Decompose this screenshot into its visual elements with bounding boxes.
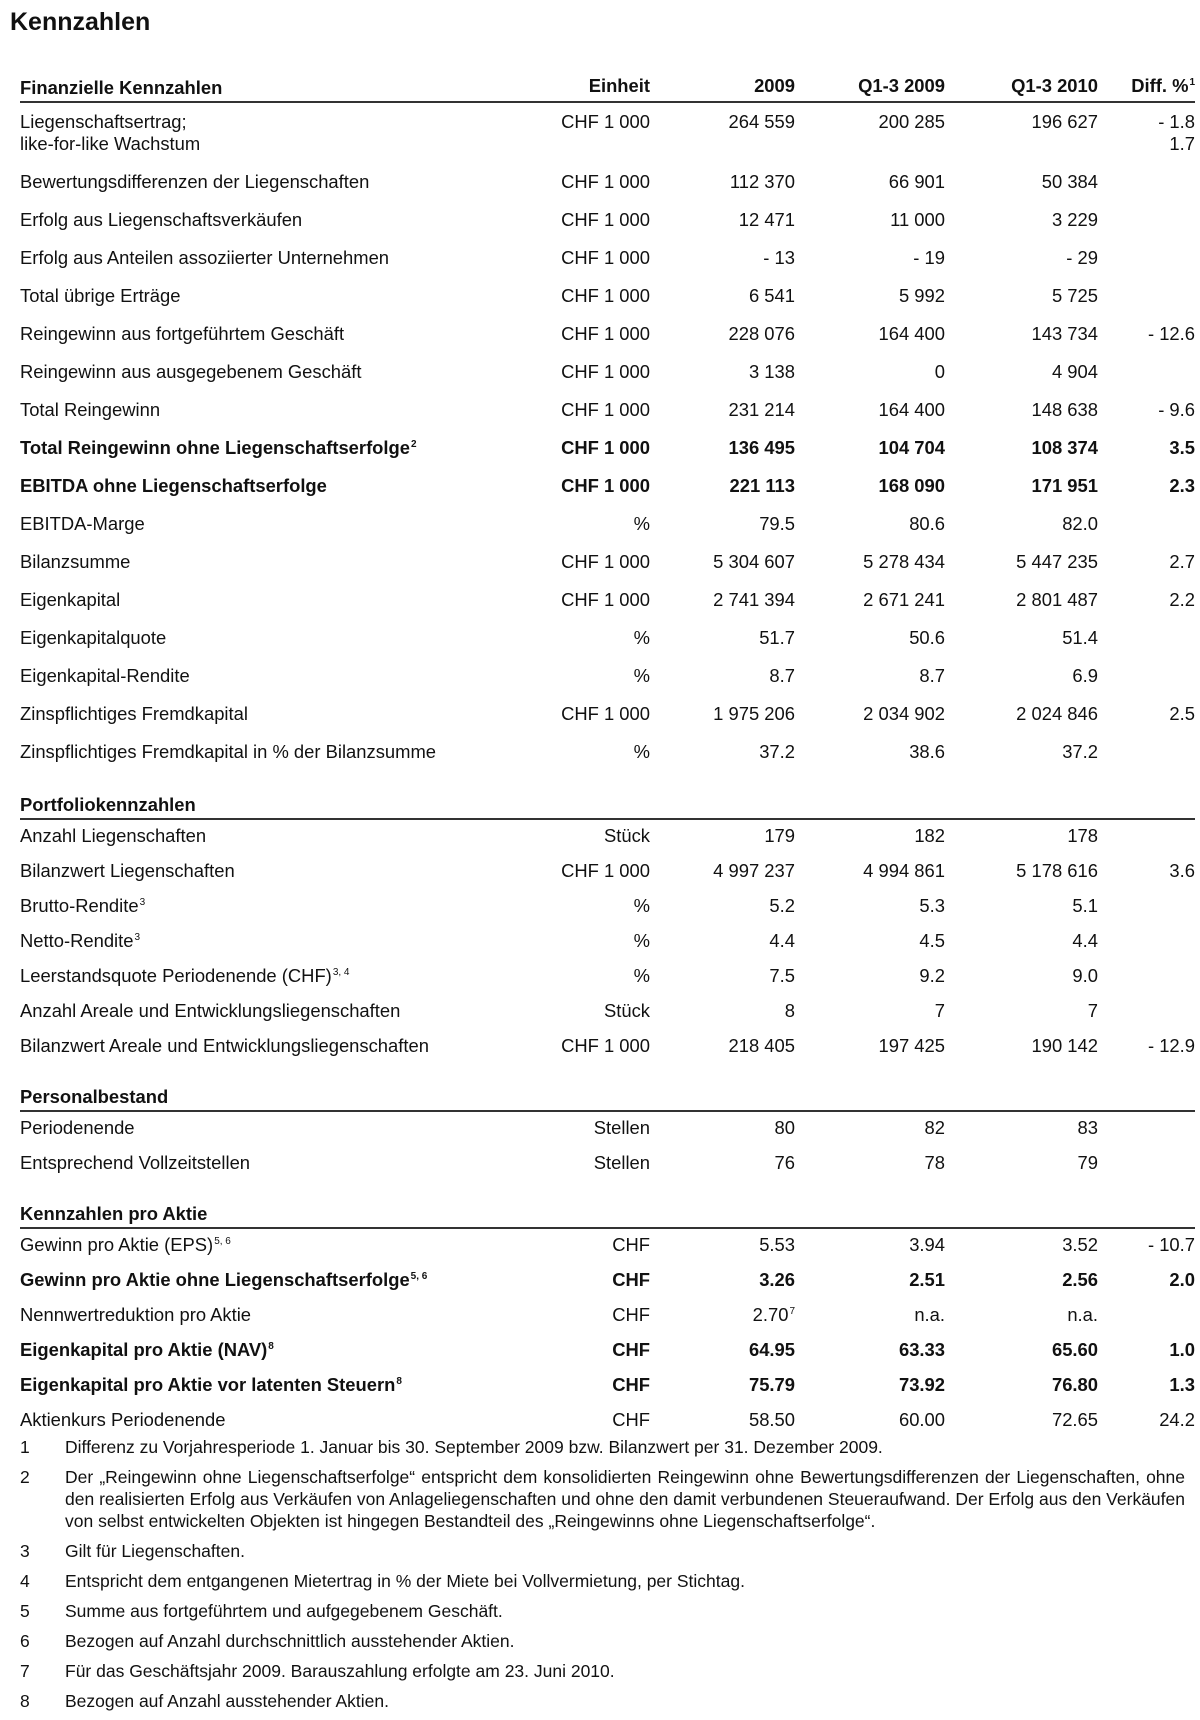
value-2009: 228 076 bbox=[728, 323, 795, 344]
value-q1-3-2010: 82.0 bbox=[1062, 513, 1098, 534]
table-row bbox=[20, 279, 1195, 317]
value-q1-3-2009: 7 bbox=[934, 1000, 945, 1021]
value-2009: 231 214 bbox=[728, 399, 795, 420]
footnote bbox=[20, 1600, 1185, 1622]
row-unit: Stück bbox=[604, 825, 650, 846]
column-header: Q1-3 2009 bbox=[795, 64, 945, 102]
column-header bbox=[1098, 1182, 1195, 1228]
value-q1-3-2010: 5 178 616 bbox=[1016, 860, 1098, 881]
value-diff: 2.5 bbox=[1169, 703, 1195, 724]
value-2009: 4.4 bbox=[769, 930, 795, 951]
row-label: Bewertungsdifferenzen der Liegenschaften bbox=[20, 171, 370, 192]
value-q1-3-2009: 3.94 bbox=[909, 1234, 945, 1255]
row-label: Bilanzwert Liegenschaften bbox=[20, 860, 235, 881]
value-2009: 3.26 bbox=[759, 1269, 795, 1290]
column-header bbox=[795, 1065, 945, 1111]
value-diff: 1.0 bbox=[1169, 1339, 1195, 1360]
row-label: Bilanzwert Areale und Entwicklungsliegenschaften bbox=[20, 1035, 429, 1056]
column-header: 2009 bbox=[650, 64, 795, 102]
value-2009: 4 997 237 bbox=[713, 860, 795, 881]
row-label: Eigenkapital pro Aktie (NAV)$^8$ bbox=[20, 1339, 274, 1360]
value-2009: 79.5 bbox=[759, 513, 795, 534]
value-diff bbox=[1098, 1147, 1195, 1182]
value-q1-3-2009: 78 bbox=[924, 1152, 945, 1173]
value-q1-3-2010: 7 bbox=[1087, 1000, 1098, 1021]
value-diff: 3.6 bbox=[1169, 860, 1195, 881]
value-q1-3-2009: 5.3 bbox=[919, 895, 945, 916]
value-q1-3-2010: 6.9 bbox=[1072, 665, 1098, 686]
row-unit: CHF bbox=[612, 1339, 650, 1360]
section-header-row bbox=[20, 1182, 1195, 1228]
value-q1-3-2009: 2 034 902 bbox=[863, 703, 945, 724]
table-row bbox=[20, 925, 1195, 960]
value-diff bbox=[1098, 279, 1195, 317]
value-2009: 64.95 bbox=[748, 1339, 795, 1360]
value-q1-3-2009: - 19 bbox=[913, 247, 945, 268]
row-unit: CHF 1 000 bbox=[561, 475, 650, 496]
footnote-number: 1 bbox=[20, 1437, 30, 1457]
table-row bbox=[20, 469, 1195, 507]
value-diff bbox=[1098, 995, 1195, 1030]
column-header: Einheit bbox=[525, 64, 650, 102]
value-diff: 2.3 bbox=[1169, 475, 1195, 496]
footnote-number: 8 bbox=[20, 1691, 30, 1711]
table-row bbox=[20, 1264, 1195, 1299]
value-q1-3-2009: 9.2 bbox=[919, 965, 945, 986]
value-q1-3-2009: 80.6 bbox=[909, 513, 945, 534]
row-unit: CHF 1 000 bbox=[561, 1035, 650, 1056]
row-label: Zinspflichtiges Fremdkapital in % der Bilanzsumme bbox=[20, 741, 436, 762]
column-header bbox=[795, 773, 945, 819]
footnote bbox=[20, 1466, 1185, 1532]
value-q1-3-2010: 196 627 bbox=[1031, 111, 1098, 132]
column-header bbox=[650, 773, 795, 819]
value-diff bbox=[1098, 355, 1195, 393]
value-diff bbox=[1098, 659, 1195, 697]
footnote-text: Bezogen auf Anzahl ausstehender Aktien. bbox=[65, 1691, 389, 1711]
row-label: EBITDA-Marge bbox=[20, 513, 145, 534]
value-q1-3-2009: 50.6 bbox=[909, 627, 945, 648]
footnote-number: 3 bbox=[20, 1541, 30, 1561]
row-unit: CHF 1 000 bbox=[561, 361, 650, 382]
table-row bbox=[20, 1147, 1195, 1182]
column-header bbox=[525, 1182, 650, 1228]
column-header bbox=[525, 773, 650, 819]
table-row bbox=[20, 659, 1195, 697]
footnote-ref: 3, 4 bbox=[332, 967, 350, 978]
value-q1-3-2010: 83 bbox=[1077, 1117, 1098, 1138]
value-2009: 221 113 bbox=[729, 475, 795, 496]
column-header bbox=[945, 1182, 1098, 1228]
value-2009: 5.53 bbox=[759, 1234, 795, 1255]
table-row bbox=[20, 1030, 1195, 1065]
row-unit: % bbox=[633, 665, 650, 686]
value-q1-3-2010: 3.52 bbox=[1062, 1234, 1098, 1255]
footnote-ref: 3 bbox=[134, 932, 141, 943]
table-row bbox=[20, 165, 1195, 203]
footnote-ref: 7 bbox=[789, 1306, 795, 1317]
value-2009: 218 405 bbox=[728, 1035, 795, 1056]
value-q1-3-2009: 66 901 bbox=[888, 171, 945, 192]
value-2009: 5 304 607 bbox=[713, 551, 795, 572]
value-diff: - 10.7 bbox=[1147, 1234, 1195, 1255]
table-row bbox=[20, 621, 1195, 659]
table-row bbox=[20, 393, 1195, 431]
value-diff: - 9.6 bbox=[1158, 399, 1195, 420]
value-q1-3-2009: 104 704 bbox=[878, 437, 945, 458]
value-q1-3-2010: 65.60 bbox=[1051, 1339, 1098, 1360]
row-label: Gewinn pro Aktie (EPS)$^{5, 6}$ bbox=[20, 1234, 231, 1255]
value-diff: - 12.6 bbox=[1147, 323, 1195, 344]
row-unit: Stellen bbox=[593, 1117, 650, 1138]
row-label: Erfolg aus Liegenschaftsverkäufen bbox=[20, 209, 303, 230]
footnote-number: 7 bbox=[20, 1661, 30, 1681]
row-label: Zinspflichtiges Fremdkapital bbox=[20, 703, 248, 724]
value-q1-3-2010: 50 384 bbox=[1041, 171, 1098, 192]
table-row bbox=[20, 1369, 1195, 1404]
table-row bbox=[20, 203, 1195, 241]
row-unit: Stück bbox=[604, 1000, 650, 1021]
section-header: Portfoliokennzahlen bbox=[20, 773, 525, 819]
value-diff bbox=[1098, 735, 1195, 773]
footnote-text: Summe aus fortgeführtem und aufgegebenem Geschäft. bbox=[65, 1601, 503, 1621]
value-2009: 12 471 bbox=[738, 209, 795, 230]
table-row bbox=[20, 431, 1195, 469]
footnotes bbox=[20, 1436, 1185, 1720]
value-2009: 51.7 bbox=[759, 627, 795, 648]
value-q1-3-2009: 0 bbox=[934, 361, 945, 382]
column-header: Diff. %$^1$ bbox=[1098, 64, 1195, 102]
kennzahlen-table-body bbox=[20, 64, 1195, 1439]
value-q1-3-2010: 76.80 bbox=[1051, 1374, 1098, 1395]
value-q1-3-2009: 168 090 bbox=[878, 475, 945, 496]
row-label: Eigenkapital-Rendite bbox=[20, 665, 190, 686]
value-q1-3-2010: 5.1 bbox=[1072, 895, 1098, 916]
value-q1-3-2009: 60.00 bbox=[898, 1409, 945, 1430]
value-q1-3-2010: 79 bbox=[1077, 1152, 1098, 1173]
row-unit: % bbox=[633, 627, 650, 648]
value-q1-3-2010: - 29 bbox=[1066, 247, 1098, 268]
value-2009: 136 495 bbox=[728, 437, 795, 458]
table-row bbox=[20, 1111, 1195, 1147]
column-header bbox=[650, 1065, 795, 1111]
value-2009: 3 138 bbox=[748, 361, 795, 382]
value-q1-3-2009: 2.51 bbox=[909, 1269, 945, 1290]
value-2009: 2 741 394 bbox=[713, 589, 795, 610]
column-header bbox=[650, 1182, 795, 1228]
value-diff bbox=[1098, 1299, 1195, 1334]
value-q1-3-2009: 2 671 241 bbox=[863, 589, 945, 610]
row-unit: CHF 1 000 bbox=[561, 323, 650, 344]
value-q1-3-2010: 9.0 bbox=[1072, 965, 1098, 986]
value-2009: 58.50 bbox=[748, 1409, 795, 1430]
value-2009: - 13 bbox=[763, 247, 795, 268]
table-row bbox=[20, 735, 1195, 773]
footnote bbox=[20, 1660, 1185, 1682]
value-2009: 37.2 bbox=[759, 741, 795, 762]
footnote-text: Differenz zu Vorjahresperiode 1. Januar bis 30. September 2009 bzw. Bilanzwert per 31. Dezember 2009. bbox=[65, 1437, 883, 1457]
value-diff bbox=[1098, 960, 1195, 995]
section-header-row bbox=[20, 1065, 1195, 1111]
row-unit: CHF bbox=[612, 1409, 650, 1430]
footnote bbox=[20, 1570, 1185, 1592]
footnote-text: Entspricht dem entgangenen Mietertrag in % der Miete bei Vollvermietung, per Stichtag. bbox=[65, 1571, 745, 1591]
section-header-row bbox=[20, 773, 1195, 819]
value-diff bbox=[1098, 621, 1195, 659]
value-q1-3-2010: 148 638 bbox=[1031, 399, 1098, 420]
value-2009: 76 bbox=[774, 1152, 795, 1173]
value-q1-3-2009: 73.92 bbox=[898, 1374, 945, 1395]
row-label: Total übrige Erträge bbox=[20, 285, 181, 306]
row-unit: CHF 1 000 bbox=[561, 860, 650, 881]
value-q1-3-2009: 164 400 bbox=[878, 399, 945, 420]
row-label: Aktienkurs Periodenende bbox=[20, 1409, 226, 1430]
value-q1-3-2010: 3 229 bbox=[1051, 209, 1098, 230]
value-diff: 2.7 bbox=[1169, 551, 1195, 572]
row-unit: CHF 1 000 bbox=[561, 703, 650, 724]
footnote-text: Gilt für Liegenschaften. bbox=[65, 1541, 245, 1561]
row-unit: CHF 1 000 bbox=[561, 111, 650, 132]
row-label: Reingewinn aus fortgeführtem Geschäft bbox=[20, 323, 345, 344]
value-diff: 24.2 bbox=[1159, 1409, 1195, 1430]
kennzahlen-table bbox=[20, 64, 1195, 1439]
value-q1-3-2010: 51.4 bbox=[1062, 627, 1098, 648]
value-diff bbox=[1098, 819, 1195, 855]
value-q1-3-2009: n.a. bbox=[914, 1304, 945, 1325]
row-label: Eigenkapitalquote bbox=[20, 627, 167, 648]
row-label: Leerstandsquote Periodenende (CHF)$^{3, 4}$ bbox=[20, 965, 350, 986]
footnote-number: 5 bbox=[20, 1601, 30, 1621]
section-header: Personalbestand bbox=[20, 1065, 525, 1111]
column-header bbox=[945, 1065, 1098, 1111]
table-row bbox=[20, 890, 1195, 925]
footnote-ref: 5, 6 bbox=[214, 1236, 231, 1247]
value-diff bbox=[1098, 165, 1195, 203]
value-diff bbox=[1098, 507, 1195, 545]
value-q1-3-2009: 38.6 bbox=[909, 741, 945, 762]
row-label: Brutto-Rendite$^3$ bbox=[20, 895, 146, 916]
table-row bbox=[20, 355, 1195, 393]
row-label: Total Reingewinn ohne Liegenschaftserfolge$^2$ bbox=[20, 437, 417, 458]
footnote-ref: 8 bbox=[396, 1376, 402, 1387]
table-row bbox=[20, 1228, 1195, 1264]
column-header bbox=[525, 1065, 650, 1111]
value-q1-3-2009: 11 000 bbox=[890, 209, 945, 230]
column-header bbox=[1098, 773, 1195, 819]
value-q1-3-2010: 2.56 bbox=[1062, 1269, 1098, 1290]
row-label: Liegenschaftsertrag; like-for-like Wachstum bbox=[20, 111, 201, 154]
row-unit: CHF bbox=[612, 1269, 650, 1290]
row-unit: CHF 1 000 bbox=[561, 285, 650, 306]
value-q1-3-2009: 82 bbox=[924, 1117, 945, 1138]
value-q1-3-2009: 4 994 861 bbox=[863, 860, 945, 881]
value-2009: 112 370 bbox=[729, 171, 795, 192]
row-unit: CHF 1 000 bbox=[561, 399, 650, 420]
row-unit: CHF bbox=[612, 1304, 650, 1325]
row-unit: % bbox=[633, 741, 650, 762]
value-q1-3-2010: 5 725 bbox=[1051, 285, 1098, 306]
row-unit: CHF 1 000 bbox=[561, 551, 650, 572]
value-q1-3-2010: 4 904 bbox=[1051, 361, 1098, 382]
value-2009: 6 541 bbox=[748, 285, 795, 306]
column-header: Q1-3 2010 bbox=[945, 64, 1098, 102]
value-q1-3-2010: 108 374 bbox=[1031, 437, 1098, 458]
row-unit: % bbox=[633, 895, 650, 916]
row-label: Anzahl Liegenschaften bbox=[20, 825, 207, 846]
footnote-text: Für das Geschäftsjahr 2009. Barauszahlung erfolgte am 23. Juni 2010. bbox=[65, 1661, 615, 1681]
value-2009: 75.79 bbox=[748, 1374, 795, 1395]
footnote-number: 2 bbox=[20, 1467, 30, 1487]
footnote-ref: 3 bbox=[139, 897, 146, 908]
value-2009: 80 bbox=[774, 1117, 795, 1138]
value-diff: - 1.8 1.7 bbox=[1158, 111, 1195, 154]
value-2009: 8 bbox=[784, 1000, 795, 1021]
value-2009: 264 559 bbox=[728, 111, 795, 132]
value-diff: 1.3 bbox=[1169, 1374, 1195, 1395]
row-label: Gewinn pro Aktie ohne Liegenschaftserfolge$^{5, 6}$ bbox=[20, 1269, 428, 1290]
value-q1-3-2010: 2 024 846 bbox=[1016, 703, 1098, 724]
row-label: Eigenkapital pro Aktie vor latenten Steuern$^8$ bbox=[20, 1374, 402, 1395]
value-q1-3-2009: 182 bbox=[914, 825, 945, 846]
footnote bbox=[20, 1540, 1185, 1562]
footnote-ref: 5, 6 bbox=[410, 1271, 428, 1282]
row-unit: CHF 1 000 bbox=[561, 437, 650, 458]
value-q1-3-2009: 8.7 bbox=[919, 665, 945, 686]
footnote-ref: 8 bbox=[268, 1341, 274, 1352]
table-row bbox=[20, 1299, 1195, 1334]
row-label: Nennwertreduktion pro Aktie bbox=[20, 1304, 252, 1325]
footnote-number: 6 bbox=[20, 1631, 30, 1651]
value-2009: 8.7 bbox=[769, 665, 795, 686]
footnote-ref: 2 bbox=[411, 439, 417, 450]
value-2009: 179 bbox=[764, 825, 795, 846]
table-row bbox=[20, 697, 1195, 735]
value-q1-3-2010: 5 447 235 bbox=[1016, 551, 1098, 572]
value-diff bbox=[1098, 241, 1195, 279]
value-q1-3-2010: 143 734 bbox=[1031, 323, 1098, 344]
value-q1-3-2009: 164 400 bbox=[878, 323, 945, 344]
section-header-row bbox=[20, 64, 1195, 102]
value-q1-3-2009: 5 278 434 bbox=[863, 551, 945, 572]
value-diff: 3.5 bbox=[1169, 437, 1195, 458]
value-q1-3-2010: n.a. bbox=[1067, 1304, 1098, 1325]
footnote-text: Der „Reingewinn ohne Liegenschaftserfolge“ entspricht dem konsolidierten Reingewinn ohne Bewertungsdifferenzen der Liegenschaften, ohne den realisierten Erfolg aus Verkäufen von Anlageliegenschaften und ohne den damit verbundenen Steueraufwand. Der Erfolg aus den Verkäufen von selbst entwickelten Objekten ist hingegen Bestandteil des „Reingewinns ohne Liegenschaftserfolge“. bbox=[65, 1467, 1185, 1531]
row-unit: CHF bbox=[612, 1234, 650, 1255]
value-diff: - 12.9 bbox=[1147, 1035, 1195, 1056]
value-q1-3-2009: 197 425 bbox=[878, 1035, 945, 1056]
row-label: EBITDA ohne Liegenschaftserfolge bbox=[20, 475, 327, 496]
footnote-text: Bezogen auf Anzahl durchschnittlich ausstehender Aktien. bbox=[65, 1631, 515, 1651]
value-diff bbox=[1098, 1111, 1195, 1147]
value-q1-3-2009: 63.33 bbox=[898, 1339, 945, 1360]
row-label: Total Reingewinn bbox=[20, 399, 161, 420]
row-label: Reingewinn aus ausgegebenem Geschäft bbox=[20, 361, 362, 382]
column-header bbox=[1098, 1065, 1195, 1111]
footnote bbox=[20, 1630, 1185, 1652]
row-unit: CHF 1 000 bbox=[561, 589, 650, 610]
row-label: Eigenkapital bbox=[20, 589, 121, 610]
table-row bbox=[20, 102, 1195, 165]
table-row bbox=[20, 1334, 1195, 1369]
column-header bbox=[945, 773, 1098, 819]
row-label: Netto-Rendite$^3$ bbox=[20, 930, 141, 951]
footnote-ref: 1 bbox=[1189, 77, 1195, 88]
row-label: Bilanzsumme bbox=[20, 551, 131, 572]
value-2009: 7.5 bbox=[769, 965, 795, 986]
table-row bbox=[20, 855, 1195, 890]
footnote bbox=[20, 1436, 1185, 1458]
row-unit: % bbox=[633, 930, 650, 951]
value-q1-3-2010: 2 801 487 bbox=[1016, 589, 1098, 610]
page-title: Kennzahlen bbox=[10, 8, 151, 36]
row-unit: % bbox=[633, 965, 650, 986]
value-q1-3-2010: 190 142 bbox=[1031, 1035, 1098, 1056]
section-header: Kennzahlen pro Aktie bbox=[20, 1182, 525, 1228]
value-diff bbox=[1098, 890, 1195, 925]
row-unit: % bbox=[633, 513, 650, 534]
value-2009: 1 975 206 bbox=[713, 703, 795, 724]
footnote-number: 4 bbox=[20, 1571, 30, 1591]
table-row bbox=[20, 960, 1195, 995]
row-label: Periodenende bbox=[20, 1117, 135, 1138]
table-row bbox=[20, 583, 1195, 621]
table-row bbox=[20, 545, 1195, 583]
value-diff bbox=[1098, 203, 1195, 241]
table-row bbox=[20, 1404, 1195, 1439]
row-label: Entsprechend Vollzeitstellen bbox=[20, 1152, 251, 1173]
value-q1-3-2010: 171 951 bbox=[1031, 475, 1098, 496]
value-2009: 2.70$^7$ bbox=[752, 1304, 795, 1325]
value-2009: 5.2 bbox=[769, 895, 795, 916]
value-q1-3-2010: 37.2 bbox=[1062, 741, 1098, 762]
table-row bbox=[20, 995, 1195, 1030]
value-q1-3-2009: 4.5 bbox=[919, 930, 945, 951]
value-q1-3-2009: 200 285 bbox=[878, 111, 945, 132]
table-row bbox=[20, 507, 1195, 545]
value-diff: 2.2 bbox=[1169, 589, 1195, 610]
value-q1-3-2010: 178 bbox=[1067, 825, 1098, 846]
row-unit: Stellen bbox=[593, 1152, 650, 1173]
kennzahlen-tables bbox=[20, 64, 1195, 1439]
table-row bbox=[20, 241, 1195, 279]
row-label: Erfolg aus Anteilen assoziierter Unternehmen bbox=[20, 247, 390, 268]
row-unit: CHF 1 000 bbox=[561, 171, 650, 192]
value-diff bbox=[1098, 925, 1195, 960]
row-label: Anzahl Areale und Entwicklungsliegenschaften bbox=[20, 1000, 401, 1021]
table-row bbox=[20, 819, 1195, 855]
table-row bbox=[20, 317, 1195, 355]
value-diff: 2.0 bbox=[1169, 1269, 1195, 1290]
row-unit: CHF bbox=[612, 1374, 650, 1395]
section-header: Finanzielle Kennzahlen bbox=[20, 64, 525, 102]
footnote bbox=[20, 1690, 1185, 1712]
row-unit: CHF 1 000 bbox=[561, 209, 650, 230]
row-unit: CHF 1 000 bbox=[561, 247, 650, 268]
value-q1-3-2010: 4.4 bbox=[1072, 930, 1098, 951]
value-q1-3-2010: 72.65 bbox=[1051, 1409, 1098, 1430]
value-q1-3-2009: 5 992 bbox=[898, 285, 945, 306]
column-header bbox=[795, 1182, 945, 1228]
